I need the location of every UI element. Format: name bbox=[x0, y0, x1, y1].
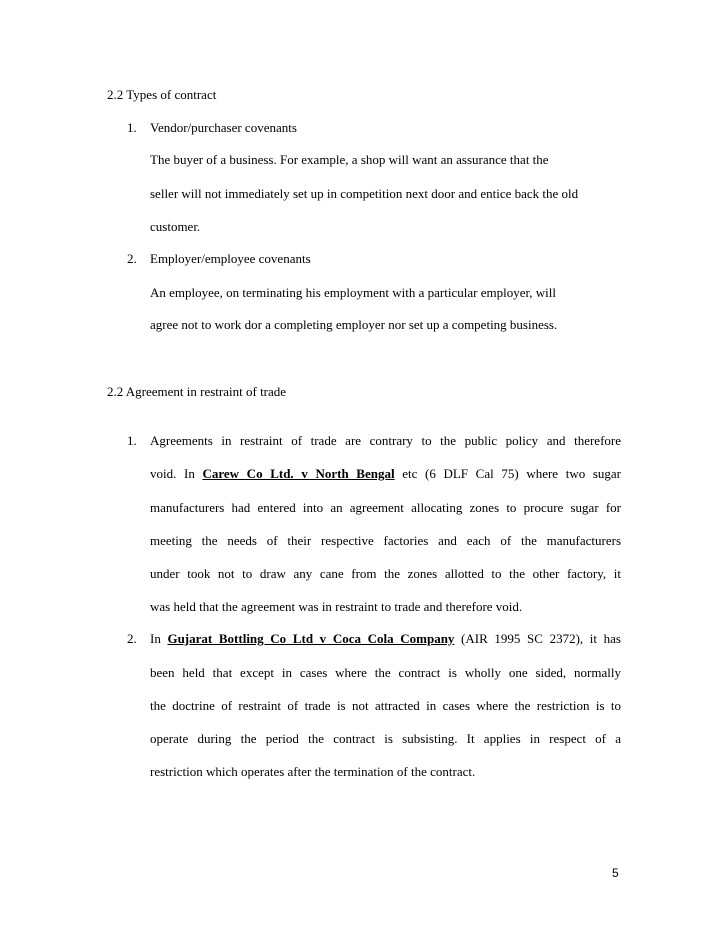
paragraph-line: restriction which operates after the termination of the contract. bbox=[150, 764, 476, 779]
paragraph-line: customer. bbox=[150, 219, 201, 234]
paragraph-line: agree not to work dor a completing employer nor set up a competing business. bbox=[150, 317, 558, 332]
section-heading-types-of-contract: 2.2 Types of contract bbox=[107, 87, 217, 102]
paragraph-line-with-case bbox=[150, 466, 621, 482]
paragraph-text: etc (6 DLF Cal 75) where two sugar bbox=[394, 466, 621, 481]
section-heading-restraint-of-trade: 2.2 Agreement in restraint of trade bbox=[107, 384, 287, 399]
list-item-number: 2. bbox=[127, 251, 137, 266]
paragraph-line: was held that the agreement was in restraint to trade and therefore void. bbox=[150, 599, 523, 614]
paragraph-line: the doctrine of restraint of trade is not attracted in cases where the restriction is to bbox=[150, 698, 621, 713]
paragraph-line: under took not to draw any cane from the zones allotted to the other factory, it bbox=[150, 566, 621, 581]
case-citation-gujarat-bottling: Gujarat Bottling Co Ltd v Coca Cola Company bbox=[167, 631, 455, 646]
list-item-title-vendor-purchaser: Vendor/purchaser covenants bbox=[150, 120, 297, 135]
paragraph-line: meeting the needs of their respective factories and each of the manufacturers bbox=[150, 533, 621, 548]
paragraph-text: In bbox=[150, 631, 168, 646]
list-item-number: 2. bbox=[127, 631, 137, 646]
paragraph-text: void. In bbox=[150, 466, 203, 481]
case-citation-carew: Carew Co Ltd. v North Bengal bbox=[202, 466, 395, 481]
paragraph-line: manufacturers had entered into an agreement allocating zones to procure sugar for bbox=[150, 500, 621, 515]
paragraph-line: An employee, on terminating his employment with a particular employer, will bbox=[150, 285, 556, 300]
page-number: 5 bbox=[612, 866, 619, 880]
list-item-number: 1. bbox=[127, 120, 137, 135]
paragraph-line: The buyer of a business. For example, a shop will want an assurance that the bbox=[150, 152, 549, 167]
list-item-number: 1. bbox=[127, 433, 137, 448]
paragraph-text: (AIR 1995 SC 2372), it has bbox=[454, 631, 621, 646]
list-item-title-employer-employee: Employer/employee covenants bbox=[150, 251, 311, 266]
paragraph-line: seller will not immediately set up in competition next door and entice back the old bbox=[150, 186, 579, 201]
paragraph-line: been held that except in cases where the contract is wholly one sided, normally bbox=[150, 665, 621, 680]
paragraph-line: Agreements in restraint of trade are contrary to the public policy and therefore bbox=[150, 433, 621, 448]
paragraph-line-with-case bbox=[150, 631, 621, 647]
paragraph-line: operate during the period the contract is subsisting. It applies in respect of a bbox=[150, 731, 621, 746]
